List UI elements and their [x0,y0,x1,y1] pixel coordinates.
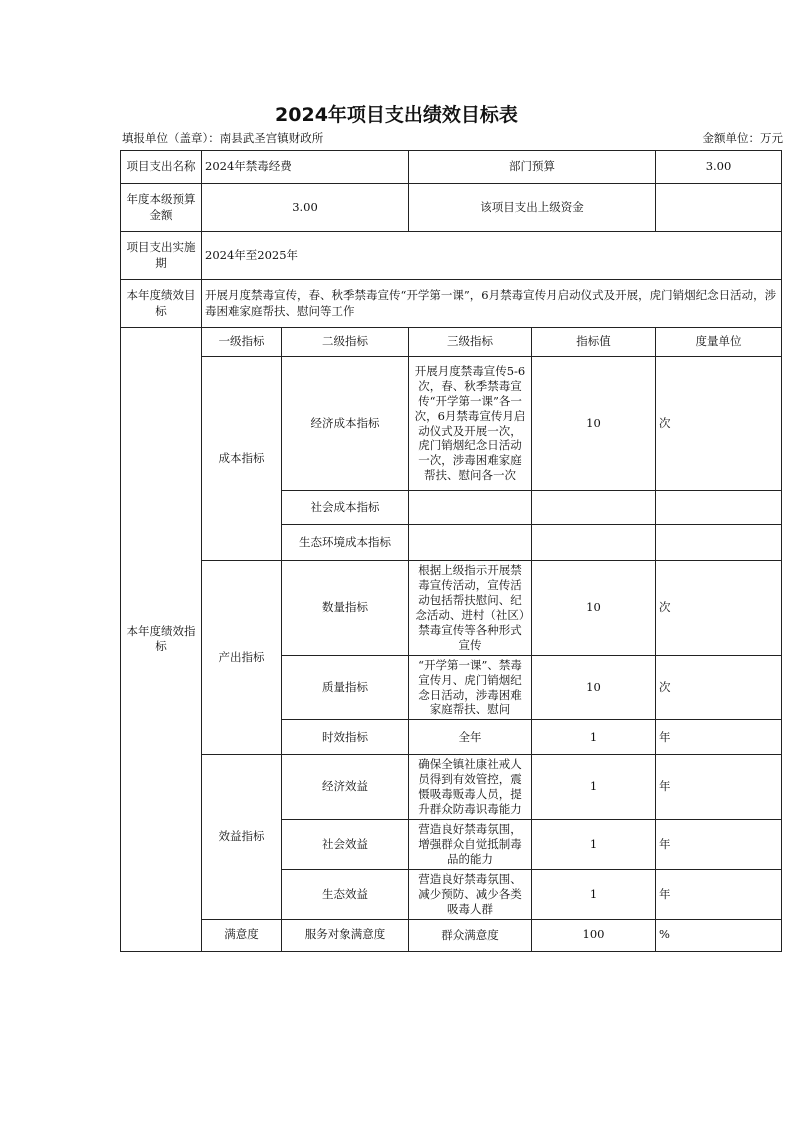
unit-cell: 年 [656,820,782,870]
group-satisfaction: 满意度 [202,919,282,951]
level3-cell: 根据上级指示开展禁毒宣传活动，宣传活动包括帮扶慰问、纪念活动、进村（社区）禁毒宣传等各种形式宣传 [409,561,532,656]
period-value: 2024年至2025年 [202,232,782,280]
table-row [121,151,782,184]
level3-cell: 开展月度禁毒宣传5-6次，春、秋季禁毒宣传“开学第一课”各一次，6月禁毒宣传月启动仪式及开展一次，虎门销烟纪念日活动一次，涉毒困难家庭帮扶、慰问各一次 [409,357,532,491]
level2-cell: 数量指标 [282,561,409,656]
annual-budget-value: 3.00 [202,184,409,232]
header-level2: 二级指标 [282,328,409,357]
table-row [121,328,782,357]
indicators-section-label: 本年度绩效指标 [121,328,202,952]
upper-funds-label: 该项目支出上级资金 [409,184,656,232]
header-unit: 度量单位 [656,328,782,357]
table-row [121,755,782,820]
table-row [121,280,782,328]
level2-cell: 时效指标 [282,720,409,755]
value-cell: 1 [532,720,656,755]
level2-cell: 社会效益 [282,820,409,870]
level3-cell: 确保全镇社康社戒人员得到有效管控，震慑吸毒贩毒人员，提升群众防毒识毒能力 [409,755,532,820]
upper-funds-value [656,184,782,232]
amount-unit: 金额单位：万元 [702,131,783,145]
level2-cell: 社会成本指标 [282,491,409,525]
group-output: 产出指标 [202,561,282,755]
unit-cell: 年 [656,720,782,755]
level2-cell: 服务对象满意度 [282,919,409,951]
value-cell: 1 [532,755,656,820]
unit-cell: 次 [656,655,782,720]
level2-cell: 经济效益 [282,755,409,820]
project-name-value: 2024年禁毒经费 [202,151,409,184]
level2-cell: 生态环境成本指标 [282,525,409,561]
group-benefit: 效益指标 [202,755,282,919]
annual-budget-label: 年度本级预算金额 [121,184,202,232]
project-name-label: 项目支出名称 [121,151,202,184]
value-cell: 10 [532,357,656,491]
level3-cell: 群众满意度 [409,919,532,951]
performance-target-table [120,150,782,952]
level3-cell: 全年 [409,720,532,755]
value-cell: 10 [532,655,656,720]
table-row [121,919,782,951]
unit-cell: 年 [656,755,782,820]
value-cell [532,491,656,525]
level2-cell: 经济成本指标 [282,357,409,491]
value-cell: 10 [532,561,656,656]
level2-cell: 质量指标 [282,655,409,720]
level3-cell: 营造良好禁毒氛围，增强群众自觉抵制毒品的能力 [409,820,532,870]
table-row [121,357,782,491]
unit-cell [656,491,782,525]
table-row [121,561,782,656]
header-level1: 一级指标 [202,328,282,357]
value-cell [532,525,656,561]
level3-cell: “开学第一课”、禁毒宣传月、虎门销烟纪念日活动，涉毒困难家庭帮扶、慰问 [409,655,532,720]
header-level3: 三级指标 [409,328,532,357]
unit-cell: 年 [656,869,782,919]
dept-budget-value: 3.00 [656,151,782,184]
unit-cell: 次 [656,357,782,491]
header-value: 指标值 [532,328,656,357]
period-label: 项目支出实施期 [121,232,202,280]
annual-goal-label: 本年度绩效目标 [121,280,202,328]
value-cell: 100 [532,919,656,951]
reporting-unit: 填报单位（盖章）：南县武圣宫镇财政所 [122,131,324,145]
level3-cell [409,525,532,561]
dept-budget-label: 部门预算 [409,151,656,184]
unit-cell: 次 [656,561,782,656]
page-title: 2024年项目支出绩效目标表 [275,104,518,126]
group-cost: 成本指标 [202,357,282,561]
level2-cell: 生态效益 [282,869,409,919]
level3-cell [409,491,532,525]
table-row [121,184,782,232]
annual-goal-value: 开展月度禁毒宣传，春、秋季禁毒宣传“开学第一课”，6月禁毒宣传月启动仪式及开展，虎门销烟纪念日活动，涉毒困难家庭帮扶、慰问等工作 [202,280,782,328]
unit-cell [656,525,782,561]
value-cell: 1 [532,820,656,870]
value-cell: 1 [532,869,656,919]
level3-cell: 营造良好禁毒氛围、减少预防、减少各类吸毒人群 [409,869,532,919]
unit-cell: % [656,919,782,951]
table-row [121,232,782,280]
